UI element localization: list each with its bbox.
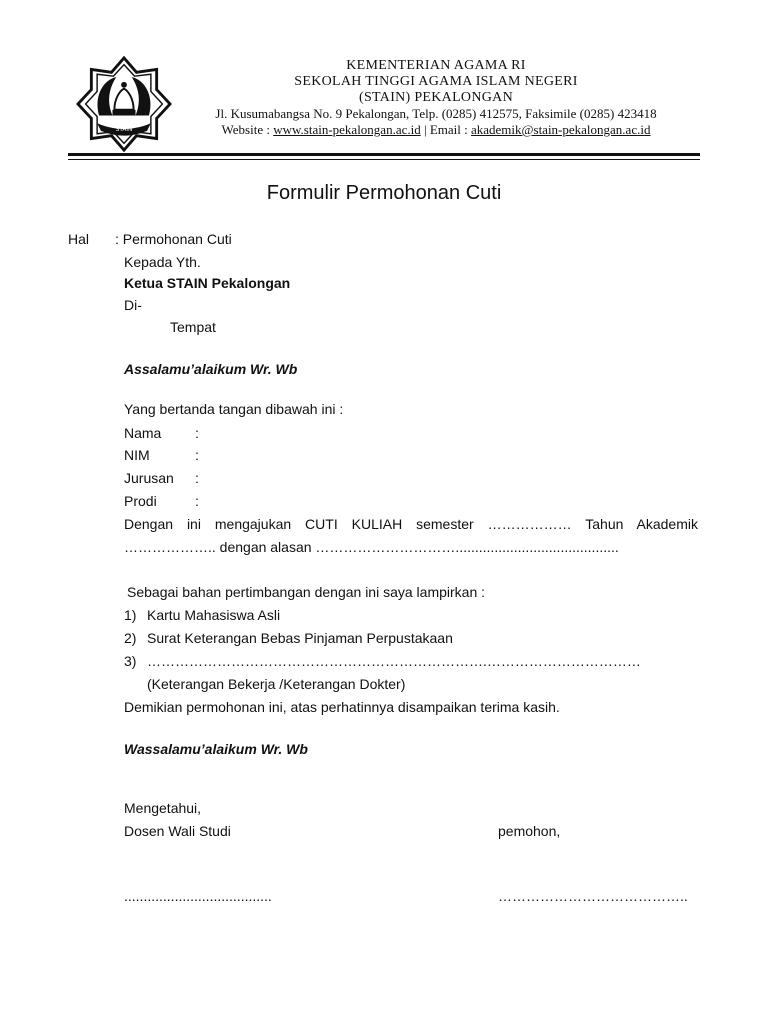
request-line-2: ……………….. dengan alasan ………………………….......................................... bbox=[124, 539, 619, 555]
website-link[interactable]: www.stain-pekalongan.ac.id bbox=[273, 122, 421, 137]
field-nama-label: Nama bbox=[124, 425, 162, 441]
farewell: Wassalamu’alaikum Wr. Wb bbox=[124, 741, 308, 757]
form-title: Formulir Permohonan Cuti bbox=[266, 182, 502, 204]
greeting: Assalamu’alaikum Wr. Wb bbox=[124, 361, 298, 377]
email-link[interactable]: akademik@stain-pekalongan.ac.id bbox=[471, 122, 651, 137]
field-jurusan-colon: : bbox=[195, 470, 199, 486]
attachment-intro: Sebagai bahan pertimbangan dengan ini saya lampirkan : bbox=[127, 584, 486, 600]
recipient: Ketua STAIN Pekalongan bbox=[124, 275, 291, 291]
contact-line bbox=[180, 122, 692, 138]
field-nama-colon: : bbox=[195, 425, 199, 441]
field-jurusan-label: Jurusan bbox=[124, 470, 174, 486]
applicant-title: pemohon, bbox=[498, 823, 561, 839]
advisor-signature-line: ...................................... bbox=[124, 888, 272, 904]
attachment-3-text: ……………………………………………………………….…………………………… bbox=[147, 653, 641, 669]
attachment-1-text: Kartu Mahasiswa Asli bbox=[147, 607, 281, 623]
field-prodi-label: Prodi bbox=[124, 493, 157, 509]
field-nim-label: NIM bbox=[124, 447, 150, 463]
applicant-signature-line: ………………………………….. bbox=[498, 888, 688, 904]
ministry-name: KEMENTERIAN AGAMA RI bbox=[346, 58, 526, 73]
di-label: Di- bbox=[124, 297, 142, 313]
advisor-title: Dosen Wali Studi bbox=[124, 823, 231, 839]
field-nim-colon: : bbox=[195, 447, 199, 463]
tempat-label: Tempat bbox=[170, 319, 216, 335]
hal-value: : Permohonan Cuti bbox=[115, 231, 232, 247]
intro-text: Yang bertanda tangan dibawah ini : bbox=[124, 401, 344, 417]
stain-logo-icon bbox=[76, 56, 172, 152]
attachment-2-number: 2) bbox=[124, 630, 137, 646]
attachment-note: (Keterangan Bekerja /Keterangan Dokter) bbox=[147, 676, 406, 692]
mengetahui-label: Mengetahui, bbox=[124, 800, 202, 816]
email-label: | Email : bbox=[420, 122, 471, 137]
attachment-1-number: 1) bbox=[124, 607, 137, 623]
institution-name: SEKOLAH TINGGI AGAMA ISLAM NEGERI bbox=[294, 74, 578, 89]
kepada-yth: Kepada Yth. bbox=[124, 254, 201, 270]
request-line-1: Dengan ini mengajukan CUTI KULIAH semester ……………… Tahun Akademik bbox=[124, 516, 698, 532]
hal-label: Hal bbox=[68, 231, 90, 247]
field-prodi-colon: : bbox=[195, 493, 199, 509]
website-label: Website : bbox=[221, 122, 274, 137]
institution-address: Jl. Kusumabangsa No. 9 Pekalongan, Telp. (0285) 412575, Faksimile (0285) 423418 bbox=[215, 106, 657, 121]
logo-text: STAIN bbox=[115, 126, 133, 133]
letterhead-divider-thin bbox=[68, 159, 700, 160]
attachment-3-number: 3) bbox=[124, 653, 137, 669]
attachment-2-text: Surat Keterangan Bebas Pinjaman Perpustakaan bbox=[147, 630, 453, 646]
closing-text: Demikian permohonan ini, atas perhatinnya disampaikan terima kasih. bbox=[124, 699, 560, 715]
letterhead-divider-thick bbox=[68, 153, 700, 156]
institution-short: (STAIN) PEKALONGAN bbox=[359, 90, 513, 105]
letterhead bbox=[180, 58, 692, 138]
